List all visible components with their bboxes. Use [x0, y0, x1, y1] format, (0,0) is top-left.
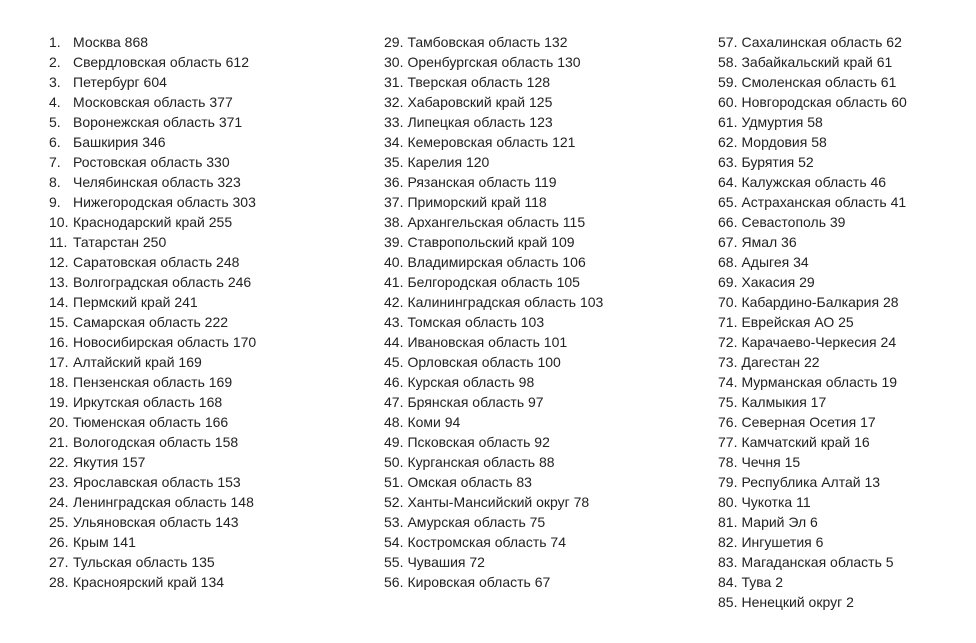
item-rank: 82. — [718, 534, 738, 550]
item-rank: 75. — [718, 394, 738, 410]
item-region-count: Башкирия 346 — [73, 134, 166, 150]
item-region-count: Калининградская область 103 — [407, 294, 604, 310]
item-region-count: Новосибирская область 170 — [73, 334, 257, 350]
item-region-count: Самарская область 222 — [73, 314, 229, 330]
list-item — [49, 312, 256, 332]
item-region-count: Хакасия 29 — [741, 274, 815, 290]
item-rank: 51. — [384, 474, 404, 490]
item-rank: 20. — [49, 414, 69, 430]
list-item — [384, 192, 603, 212]
item-region-count: Забайкальский край 61 — [741, 54, 893, 70]
list-item — [384, 212, 603, 232]
item-region-count: Якутия 157 — [73, 454, 146, 470]
item-rank: 36. — [384, 174, 404, 190]
item-region-count: Кировская область 67 — [407, 574, 551, 590]
item-region-count: Тульская область 135 — [73, 554, 215, 570]
item-region-count: Воронежская область 371 — [73, 114, 243, 130]
item-rank: 58. — [718, 54, 738, 70]
item-rank: 54. — [384, 534, 404, 550]
list-item — [49, 92, 256, 112]
list-item — [49, 32, 256, 52]
list-item — [49, 532, 256, 552]
item-region-count: Сахалинская область 62 — [741, 34, 902, 50]
item-region-count: Омская область 83 — [407, 474, 532, 490]
item-region-count: Кабардино-Балкария 28 — [741, 294, 899, 310]
item-region-count: Мурманская область 19 — [741, 374, 898, 390]
list-item — [384, 272, 603, 292]
list-item — [384, 512, 603, 532]
item-region-count: Тамбовская область 132 — [407, 34, 568, 50]
item-region-count: Вологодская область 158 — [73, 434, 239, 450]
list-item — [49, 512, 256, 532]
item-region-count: Приморский край 118 — [407, 194, 547, 210]
item-region-count: Волгоградская область 246 — [73, 274, 252, 290]
item-rank: 32. — [384, 94, 404, 110]
item-region-count: Ульяновская область 143 — [73, 514, 239, 530]
list-item — [384, 412, 603, 432]
list-item — [718, 492, 907, 512]
item-region-count: Пензенская область 169 — [73, 374, 233, 390]
item-region-count: Дагестан 22 — [741, 354, 820, 370]
list-item — [49, 172, 256, 192]
item-region-count: Ханты-Мансийский округ 78 — [407, 494, 590, 510]
item-rank: 17. — [49, 354, 69, 370]
list-item — [49, 392, 256, 412]
list-column-3 — [718, 32, 907, 612]
item-rank: 71. — [718, 314, 738, 330]
list-item — [384, 172, 603, 192]
item-rank: 37. — [384, 194, 404, 210]
list-item — [718, 372, 907, 392]
list-item — [718, 232, 907, 252]
item-region-count: Курская область 98 — [407, 374, 535, 390]
item-rank: 70. — [718, 294, 738, 310]
item-rank: 40. — [384, 254, 404, 270]
item-rank: 38. — [384, 214, 404, 230]
item-rank: 59. — [718, 74, 738, 90]
item-rank: 2. — [49, 54, 61, 70]
list-item — [384, 492, 603, 512]
list-item — [384, 92, 603, 112]
item-rank: 69. — [718, 274, 738, 290]
list-item — [49, 372, 256, 392]
list-item — [49, 232, 256, 252]
item-region-count: Москва 868 — [73, 34, 149, 50]
item-rank: 15. — [49, 314, 69, 330]
list-item — [384, 312, 603, 332]
item-region-count: Нижегородская область 303 — [73, 194, 256, 210]
list-item — [384, 452, 603, 472]
item-region-count: Ставропольский край 109 — [407, 234, 575, 250]
item-rank: 31. — [384, 74, 404, 90]
list-item — [718, 312, 907, 332]
item-region-count: Белгородская область 105 — [407, 274, 580, 290]
item-region-count: Смоленская область 61 — [741, 74, 897, 90]
item-region-count: Северная Осетия 17 — [741, 414, 876, 430]
item-region-count: Орловская область 100 — [407, 354, 561, 370]
item-region-count: Псковская область 92 — [407, 434, 550, 450]
item-rank: 13. — [49, 274, 69, 290]
item-region-count: Ненецкий округ 2 — [741, 594, 854, 610]
item-rank: 45. — [384, 354, 404, 370]
item-rank: 57. — [718, 34, 738, 50]
list-item — [384, 432, 603, 452]
item-region-count: Челябинская область 323 — [73, 174, 241, 190]
item-rank: 19. — [49, 394, 69, 410]
list-item — [384, 332, 603, 352]
list-item — [384, 52, 603, 72]
item-region-count: Татарстан 250 — [73, 234, 167, 250]
item-rank: 61. — [718, 114, 738, 130]
item-region-count: Томская область 103 — [407, 314, 545, 330]
list-item — [384, 572, 603, 592]
list-item — [718, 72, 907, 92]
item-rank: 29. — [384, 34, 404, 50]
item-rank: 39. — [384, 234, 404, 250]
item-region-count: Тверская область 128 — [407, 74, 551, 90]
item-region-count: Магаданская область 5 — [741, 554, 894, 570]
item-rank: 80. — [718, 494, 738, 510]
item-region-count: Курганская область 88 — [407, 454, 555, 470]
item-rank: 47. — [384, 394, 404, 410]
list-item — [718, 252, 907, 272]
list-item — [718, 512, 907, 532]
item-rank: 9. — [49, 194, 61, 210]
list-item — [384, 352, 603, 372]
item-region-count: Кемеровская область 121 — [407, 134, 576, 150]
item-region-count: Алтайский край 169 — [73, 354, 202, 370]
item-region-count: Свердловская область 612 — [73, 54, 249, 70]
item-region-count: Ингушетия 6 — [741, 534, 824, 550]
list-item — [49, 492, 256, 512]
list-item — [718, 332, 907, 352]
list-item — [718, 92, 907, 112]
item-region-count: Астраханская область 41 — [741, 194, 907, 210]
item-rank: 68. — [718, 254, 738, 270]
list-item — [718, 532, 907, 552]
item-rank: 21. — [49, 434, 69, 450]
item-rank: 64. — [718, 174, 738, 190]
list-item — [718, 272, 907, 292]
list-item — [384, 392, 603, 412]
list-item — [718, 452, 907, 472]
item-rank: 63. — [718, 154, 738, 170]
item-rank: 10. — [49, 214, 69, 230]
list-item — [718, 392, 907, 412]
item-rank: 66. — [718, 214, 738, 230]
list-item — [384, 472, 603, 492]
item-region-count: Оренбургская область 130 — [407, 54, 581, 70]
item-rank: 85. — [718, 594, 738, 610]
list-item — [49, 252, 256, 272]
list-item — [384, 72, 603, 92]
list-item — [49, 132, 256, 152]
item-region-count: Красноярский край 134 — [73, 574, 225, 590]
item-region-count: Ростовская область 330 — [73, 154, 230, 170]
list-item — [384, 292, 603, 312]
item-rank: 62. — [718, 134, 738, 150]
item-rank: 8. — [49, 174, 61, 190]
list-item — [384, 532, 603, 552]
item-region-count: Тюменская область 166 — [73, 414, 229, 430]
item-rank: 84. — [718, 574, 738, 590]
item-region-count: Чувашия 72 — [407, 554, 485, 570]
list-item — [49, 412, 256, 432]
item-rank: 50. — [384, 454, 404, 470]
item-region-count: Карелия 120 — [407, 154, 490, 170]
item-rank: 3. — [49, 74, 61, 90]
item-rank: 25. — [49, 514, 69, 530]
item-rank: 14. — [49, 294, 69, 310]
item-region-count: Московская область 377 — [73, 94, 233, 110]
item-rank: 53. — [384, 514, 404, 530]
list-item — [49, 432, 256, 452]
item-region-count: Камчатский край 16 — [741, 434, 870, 450]
list-item — [384, 552, 603, 572]
item-region-count: Коми 94 — [407, 414, 461, 430]
item-region-count: Иркутская область 168 — [73, 394, 223, 410]
item-region-count: Марий Эл 6 — [741, 514, 818, 530]
list-item — [718, 432, 907, 452]
item-region-count: Бурятия 52 — [741, 154, 814, 170]
item-rank: 24. — [49, 494, 69, 510]
list-column-2 — [384, 32, 603, 592]
item-region-count: Костромская область 74 — [407, 534, 567, 550]
list-item — [718, 32, 907, 52]
list-item — [384, 252, 603, 272]
item-rank: 1. — [49, 34, 61, 50]
list-item — [718, 192, 907, 212]
item-region-count: Новгородская область 60 — [741, 94, 907, 110]
item-rank: 55. — [384, 554, 404, 570]
item-rank: 41. — [384, 274, 404, 290]
list-item — [49, 332, 256, 352]
item-rank: 4. — [49, 94, 61, 110]
list-item — [718, 132, 907, 152]
list-item — [49, 572, 256, 592]
item-region-count: Саратовская область 248 — [73, 254, 240, 270]
item-rank: 79. — [718, 474, 738, 490]
item-rank: 44. — [384, 334, 404, 350]
list-item — [718, 172, 907, 192]
item-rank: 16. — [49, 334, 69, 350]
item-rank: 76. — [718, 414, 738, 430]
list-item — [718, 572, 907, 592]
list-item — [49, 452, 256, 472]
list-item — [718, 592, 907, 612]
list-item — [384, 112, 603, 132]
item-region-count: Республика Алтай 13 — [741, 474, 881, 490]
item-rank: 34. — [384, 134, 404, 150]
item-region-count: Калужская область 46 — [741, 174, 887, 190]
list-item — [718, 352, 907, 372]
item-rank: 6. — [49, 134, 61, 150]
item-region-count: Владимирская область 106 — [407, 254, 586, 270]
item-rank: 7. — [49, 154, 61, 170]
item-region-count: Чечня 15 — [741, 454, 801, 470]
item-rank: 35. — [384, 154, 404, 170]
list-item — [49, 52, 256, 72]
item-region-count: Удмуртия 58 — [741, 114, 823, 130]
item-region-count: Крым 141 — [73, 534, 136, 550]
item-region-count: Чукотка 11 — [741, 494, 811, 510]
item-rank: 23. — [49, 474, 69, 490]
item-region-count: Краснодарский край 255 — [73, 214, 233, 230]
list-item — [718, 52, 907, 72]
item-rank: 72. — [718, 334, 738, 350]
list-item — [49, 292, 256, 312]
item-rank: 46. — [384, 374, 404, 390]
item-rank: 48. — [384, 414, 404, 430]
list-item — [384, 232, 603, 252]
item-region-count: Еврейская АО 25 — [741, 314, 854, 330]
item-rank: 30. — [384, 54, 404, 70]
item-rank: 77. — [718, 434, 738, 450]
list-item — [718, 212, 907, 232]
list-item — [718, 412, 907, 432]
item-rank: 28. — [49, 574, 69, 590]
item-rank: 81. — [718, 514, 738, 530]
item-rank: 18. — [49, 374, 69, 390]
list-item — [384, 372, 603, 392]
item-rank: 52. — [384, 494, 404, 510]
item-rank: 27. — [49, 554, 69, 570]
item-rank: 12. — [49, 254, 69, 270]
item-region-count: Архангельская область 115 — [407, 214, 586, 230]
item-rank: 22. — [49, 454, 69, 470]
list-item — [718, 152, 907, 172]
item-region-count: Амурская область 75 — [407, 514, 546, 530]
item-region-count: Рязанская область 119 — [407, 174, 557, 190]
item-rank: 56. — [384, 574, 404, 590]
item-region-count: Хабаровский край 125 — [407, 94, 553, 110]
list-column-1 — [49, 32, 256, 592]
list-item — [384, 32, 603, 52]
list-item — [384, 132, 603, 152]
item-region-count: Ленинградская область 148 — [73, 494, 254, 510]
item-region-count: Калмыкия 17 — [741, 394, 827, 410]
list-item — [384, 152, 603, 172]
item-rank: 74. — [718, 374, 738, 390]
item-region-count: Брянская область 97 — [407, 394, 544, 410]
item-region-count: Мордовия 58 — [741, 134, 827, 150]
item-region-count: Тува 2 — [741, 574, 783, 590]
list-item — [49, 552, 256, 572]
list-item — [49, 272, 256, 292]
item-rank: 78. — [718, 454, 738, 470]
item-region-count: Ивановская область 101 — [407, 334, 568, 350]
item-rank: 49. — [384, 434, 404, 450]
item-rank: 43. — [384, 314, 404, 330]
list-item — [49, 152, 256, 172]
list-item — [49, 192, 256, 212]
item-rank: 42. — [384, 294, 404, 310]
item-rank: 60. — [718, 94, 738, 110]
item-region-count: Ямал 36 — [741, 234, 797, 250]
item-rank: 33. — [384, 114, 404, 130]
list-item — [718, 292, 907, 312]
item-region-count: Липецкая область 123 — [407, 114, 553, 130]
list-item — [49, 72, 256, 92]
list-item — [49, 212, 256, 232]
list-item — [49, 352, 256, 372]
item-rank: 83. — [718, 554, 738, 570]
list-item — [718, 112, 907, 132]
item-region-count: Севастополь 39 — [741, 214, 846, 230]
item-region-count: Ярославская область 153 — [73, 474, 241, 490]
item-region-count: Карачаево-Черкесия 24 — [741, 334, 897, 350]
item-region-count: Пермский край 241 — [73, 294, 198, 310]
list-item — [49, 112, 256, 132]
item-rank: 26. — [49, 534, 69, 550]
item-rank: 5. — [49, 114, 61, 130]
item-rank: 65. — [718, 194, 738, 210]
list-item — [49, 472, 256, 492]
item-region-count: Адыгея 34 — [741, 254, 809, 270]
list-item — [718, 472, 907, 492]
item-rank: 73. — [718, 354, 738, 370]
item-rank: 11. — [49, 234, 68, 250]
item-region-count: Петербург 604 — [73, 74, 167, 90]
list-item — [718, 552, 907, 572]
item-rank: 67. — [718, 234, 738, 250]
